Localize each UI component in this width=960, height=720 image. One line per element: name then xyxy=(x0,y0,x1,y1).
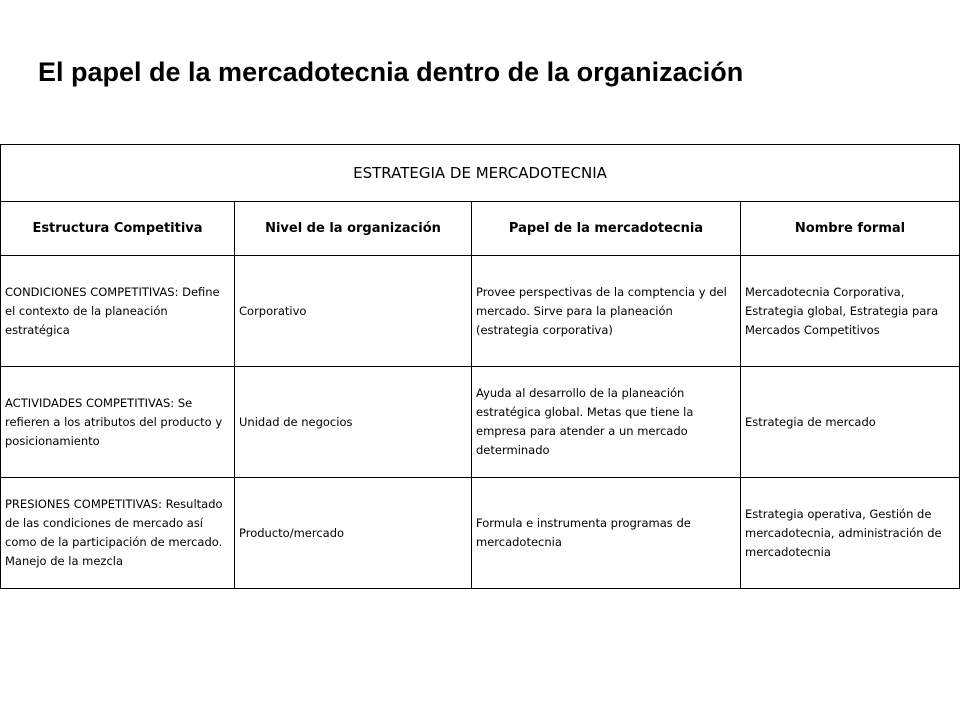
table-cell xyxy=(235,256,472,367)
cell-text: Corporativo xyxy=(239,303,307,318)
cell-text: Provee perspectivas de la comptencia y del mercado. Sirve para la planeación (estrategia corporativa) xyxy=(476,284,727,337)
column-header-nivel: Nivel de la organización xyxy=(235,202,472,256)
table-cell xyxy=(472,367,741,478)
column-header-nombre: Nombre formal xyxy=(741,202,960,256)
column-header-papel: Papel de la mercadotecnia xyxy=(472,202,741,256)
cell-text: Ayuda al desarrollo de la planeación estratégica global. Metas que tiene la empresa para atender a un mercado determinado xyxy=(476,386,694,457)
table-banner: ESTRATEGIA DE MERCADOTECNIA xyxy=(1,145,960,202)
page-title: El papel de la mercadotecnia dentro de la organización xyxy=(38,57,744,87)
table-row xyxy=(1,367,960,478)
table-cell xyxy=(741,256,960,367)
marketing-strategy-table xyxy=(0,144,960,589)
table-cell xyxy=(235,367,472,478)
table-header-row xyxy=(1,202,960,256)
cell-text: CONDICIONES COMPETITIVAS: Define el contexto de la planeación estratégica xyxy=(5,284,220,337)
cell-text: Mercadotecnia Corporativa, Estrategia global, Estrategia para Mercados Competitivos xyxy=(745,284,939,337)
table-cell xyxy=(472,256,741,367)
table-banner-row xyxy=(1,145,960,202)
column-header-estructura: Estructura Competitiva xyxy=(1,202,235,256)
table-cell xyxy=(1,367,235,478)
table-cell xyxy=(1,256,235,367)
cell-text: Producto/mercado xyxy=(239,525,345,540)
cell-text: Estrategia de mercado xyxy=(745,414,876,429)
table-cell xyxy=(1,478,235,589)
table-cell xyxy=(235,478,472,589)
cell-text: Unidad de negocios xyxy=(239,414,353,429)
table-cell xyxy=(741,367,960,478)
table-cell xyxy=(472,478,741,589)
table-row xyxy=(1,478,960,589)
cell-text: ACTIVIDADES COMPETITIVAS: Se refieren a los atributos del producto y posicionamiento xyxy=(5,395,223,448)
cell-text: PRESIONES COMPETITIVAS: Resultado de las condiciones de mercado así como de la participación de mercado. Manejo de la mezcla xyxy=(5,497,223,568)
cell-text: Formula e instrumenta programas de mercadotecnia xyxy=(476,516,691,549)
table-cell xyxy=(741,478,960,589)
cell-text: Estrategia operativa, Gestión de mercadotecnia, administración de mercadotecnia xyxy=(745,506,942,559)
table-row xyxy=(1,256,960,367)
